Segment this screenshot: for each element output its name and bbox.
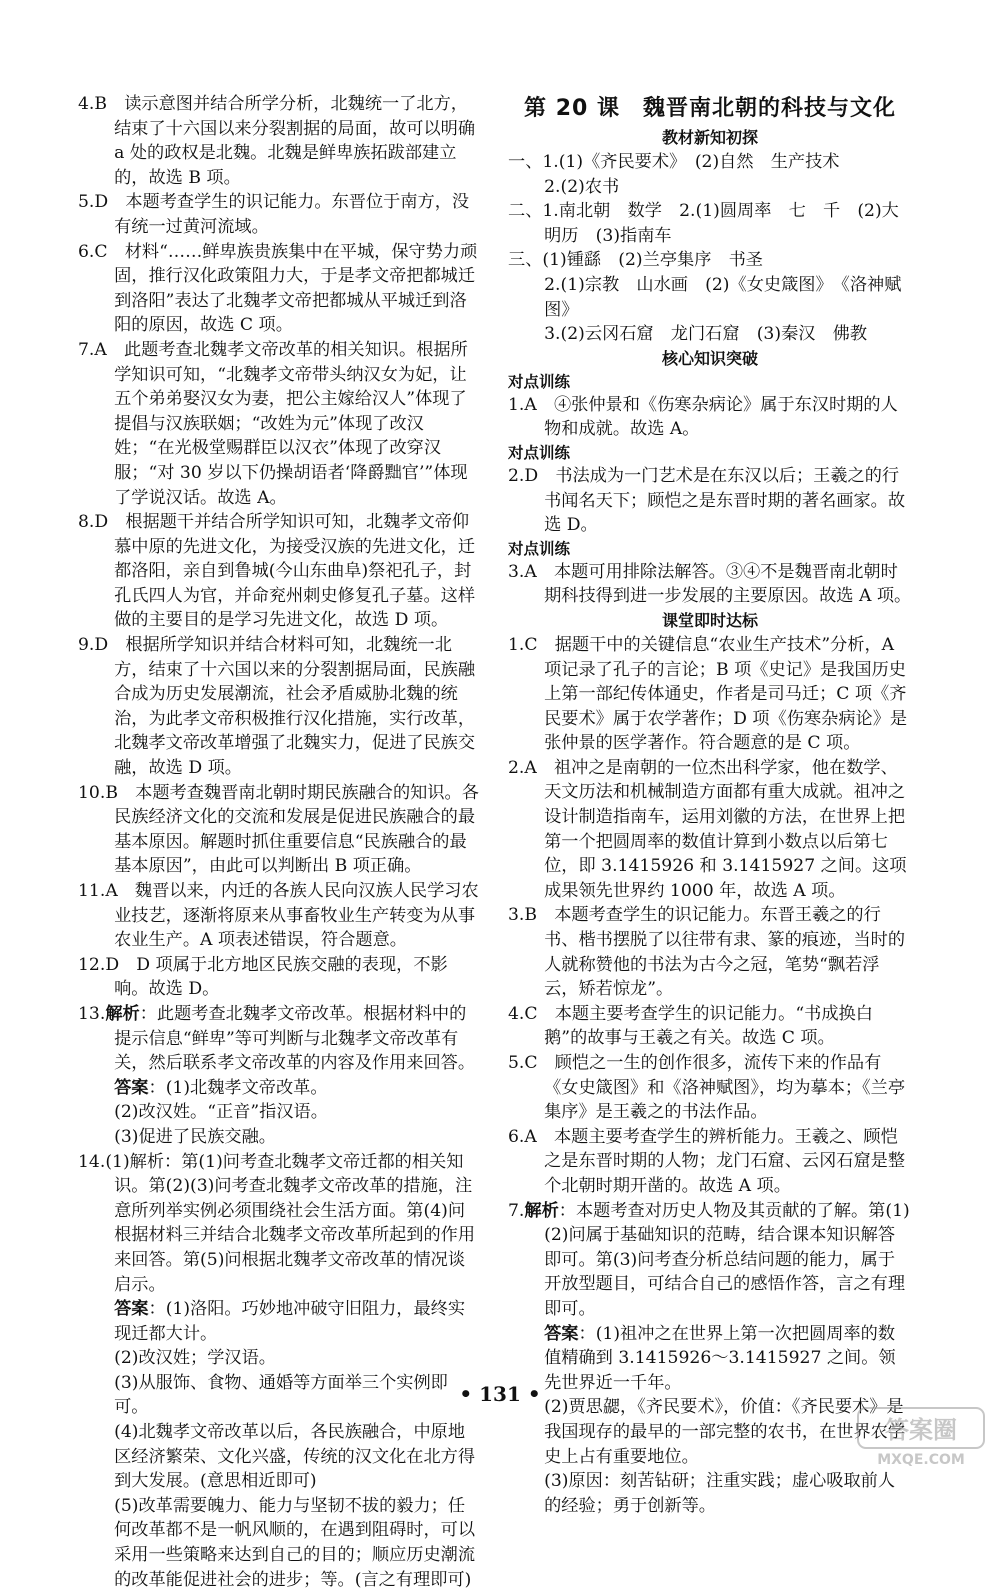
answer-label: 答案: [114, 1299, 149, 1320]
answer-line: (3)原因：刻苦钻研；注重实践；虚心吸取前人的经验；勇于创新等。: [544, 1471, 896, 1516]
answer-line: 3.(2)云冈石窟 龙门石窟 (3)秦汉 佛教: [544, 324, 868, 345]
page-number: • 131 •: [459, 1382, 541, 1406]
answer-item: 3.A 本题可用排除法解答。③④不是魏晋南北朝时期科技得到进一步发展的主要原因。故选 A 项。: [508, 561, 912, 607]
answer-item: 1.A ④张仲景和《伤寒杂病论》属于东汉时期的人物和成就。故选 A。: [508, 394, 898, 440]
answer-item: 6.A 本题主要考查学生的辨析能力。王羲之、顾恺之是东晋时期的人物；龙门石窟、云冈石窟是整个北朝时期开凿的。故选 A 项。: [508, 1126, 906, 1196]
answer-label: 答案: [114, 1077, 149, 1098]
answer-line: 2.(2)农书: [544, 176, 620, 197]
answer-line: (4)北魏孝文帝改革以后，各民族融合，中原地区经济繁荣、文化兴盛，传统的汉文化在北方得到大发展。(意思相近即可): [114, 1422, 476, 1492]
answer-item: 12.D D 项属于北方地区民族交融的表现，不影响。故选 D。: [78, 954, 448, 1000]
right-column: [508, 92, 912, 1518]
watermark-top-text: 答案圈: [885, 1416, 957, 1444]
item-number: 13.: [78, 1003, 106, 1024]
left-column: [78, 92, 482, 1592]
analysis-label: 解析: [105, 1003, 140, 1024]
watermark-bottom-text: MXQE.COM: [877, 1452, 965, 1468]
analysis-item: [508, 1199, 912, 1322]
answer-text: ：(1)祖冲之在世界上第一次把圆周率的数值精确到 3.1415926～3.1415927 之间。领先世界近一千年。: [544, 1323, 896, 1393]
answer-item: 1.C 据题干中的关键信息“农业生产技术”分析，A 项记录了孔子的言论；B 项《史记》是我国历史上第一部纪传体通史，作者是司马迁；C 项《齐民要术》属于农学著作；D 项《伤寒杂病论》是张仲景的医学著作。符合题意的是 C 项。: [508, 634, 908, 754]
answer-text: ：(1)北魏孝文帝改革。: [148, 1077, 328, 1098]
analysis-text: ：本题考查对历史人物及其贡献的了解。第(1)(2)问属于基础知识的范畴，结合课本知识解答即可。第(3)问考查分析总结问题的能力，属于开放型题目，可结合自己的感悟作答，言之有理即可。: [544, 1200, 910, 1319]
answer-line: (2)贾思勰，《齐民要术》，价值：《齐民要术》是我国现存的最早的一部完整的农书，在世界农学史上占有重要地位。: [544, 1397, 906, 1467]
answer-item: 6.C 材料“……鲜卑族贵族集中在平城，保守势力顽固，推行汉化政策阻力大，于是孝文帝把都城迁到洛阳”表达了北魏孝文帝把都城从平城迁到洛阳的原因，故选 C 项。: [78, 241, 478, 336]
answer-item: 二、1.南北朝 数学 2.(1)圆周率 七 千 (2)大明历 (3)指南车: [508, 201, 899, 246]
answer-line: (2)改汉姓。“正音”指汉语。: [114, 1102, 328, 1123]
answer-item: 4.B 读示意图并结合所学分析，北魏统一了北方，结束了十六国以来分裂割据的局面，故可以明确 a 处的政权是北魏。北魏是鲜卑族拓跋部建立的，故选 B 项。: [78, 94, 476, 188]
answer-item: 5.D 本题考查学生的识记能力。东晋位于南方，没有统一过黄河流域。: [78, 192, 470, 237]
item-number: 7.: [508, 1200, 525, 1221]
answer-item: 3.B 本题考查学生的识记能力。东晋王羲之的行书、楷书摆脱了以往带有隶、篆的痕迹，当时的人就称赞他的书法为古今之冠，笔势“飘若浮云，矫若惊龙”。: [508, 905, 906, 1000]
analysis-item: [78, 1002, 482, 1076]
answer-item: 2.A 祖冲之是南朝的一位杰出科学家，他在数学、天文历法和机械制造方面都有重大成就。祖冲之设计制造指南车，运用刘徽的方法，在世界上把第一个把圆周率的数值计算到小数点以后第七位，即 3.1415926 和 3.1415927 之间。这项成果领先世界约 1000 年，故选 A 项。: [508, 757, 907, 901]
section-title: 课堂即时达标: [661, 610, 758, 630]
answer-item: 4.C 本题主要考查学生的识记能力。“书成换白鹅”的故事与王羲之有关。故选 C 项。: [508, 1003, 873, 1049]
answer-text: ：(1)洛阳。巧妙地冲破守旧阻力，最终实现迁都大计。: [114, 1299, 466, 1344]
answer-block: [78, 1076, 482, 1101]
analysis-text: ：此题考查北魏孝文帝改革。根据材料中的提示信息“鲜卑”等可判断与北魏孝文帝改革有关，然后联系孝文帝改革的内容及作用来回答。: [114, 1003, 476, 1074]
answer-item: 一、1.(1)《齐民要术》 (2)自然 生产技术: [508, 152, 840, 172]
answer-item: 2.D 书法成为一门艺术是在东汉以后；王羲之的行书闻名天下；顾恺之是东晋时期的著名画家。故选 D。: [508, 465, 906, 536]
analysis-label: 解析: [524, 1200, 559, 1221]
section-title: 教材新知初探: [661, 128, 758, 147]
answer-line: (2)改汉姓；学汉语。: [114, 1348, 276, 1369]
answer-line: (3)促进了民族交融。: [114, 1126, 276, 1147]
answer-item: 7.A 此题考查北魏孝文帝改革的相关知识。根据所学知识可知，“北魏孝文帝带头纳汉女为妃，让五个弟弟娶汉女为妻，把公主嫁给汉人”体现了提倡与汉族联姻；“改姓为元”体现了改汉姓；“在光极堂赐群臣以汉衣”体现了改穿汉服；“对 30 岁以下仍操胡语者‘降爵黜官’”体现了学说汉话。故选 A。: [78, 339, 468, 508]
answer-line: (5)改革需要魄力、能力与坚韧不拔的毅力；任何改革都不是一帆风顺的，在遇到阻碍时，可以采用一些策略来达到自己的目的；顺应历史潮流的改革能促进社会的进步；等。(言之有理即可): [114, 1495, 476, 1590]
section-title: 核心知识突破: [661, 348, 758, 368]
answer-item: 11.A 魏晋以来，内迁的各族人民向汉族人民学习农业技艺，逐渐将原来从事畜牧业生产转变为从事农业生产。A 项表述错误，符合题意。: [78, 881, 479, 951]
answer-item: 5.C 顾恺之一生的创作很多，流传下来的作品有《女史箴图》和《洛神赋图》，均为摹本；《兰亭集序》是王羲之的书法作品。: [508, 1053, 906, 1123]
answer-label: 答案: [544, 1323, 579, 1344]
practice-subtitle: 对点训练: [508, 539, 571, 558]
answer-block: [78, 1297, 482, 1346]
answer-item: 14.(1)解析：第(1)问考查北魏孝文帝迁都的相关知识。第(2)(3)问考查北魏孝文帝改革的措施，注意所列举实例必须围绕社会生活方面。第(4)问根据材料三并结合北魏孝文帝改革所起到的作用来回答。第(5)问根据北魏孝文帝改革的情况谈启示。: [78, 1151, 476, 1295]
watermark-logo: [856, 1406, 986, 1468]
practice-subtitle: 对点训练: [508, 443, 571, 462]
lesson-title: 第 20 课 魏晋南北朝的科技与文化: [524, 96, 896, 121]
answer-item: 三、(1)锺繇 (2)兰亭集序 书圣: [508, 250, 763, 271]
practice-subtitle: 对点训练: [508, 372, 571, 391]
answer-line: 2.(1)宗教 山水画 (2)《女史箴图》 《洛神赋图》: [544, 274, 902, 320]
answer-item: 10.B 本题考查魏晋南北朝时期民族融合的知识。各民族经济文化的交流和发展是促进民族融合的最基本原因。解题时抓住重要信息“民族融合的最基本原因”，由此可以判断出 B 项正确。: [78, 782, 479, 877]
answer-item: 8.D 根据题干并结合所学知识可知，北魏孝文帝仰慕中原的先进文化，为接受汉族的先进文化，迁都洛阳，亲自到鲁城(今山东曲阜)祭祀孔子，封孔氏四人为官，并命兖州刺史修复孔子墓。这样做的主要目的是学习先进文化，故选 D 项。: [78, 512, 476, 631]
answer-line: (3)从服饰、食物、通婚等方面举三个实例即可。: [114, 1372, 448, 1418]
answer-item: 9.D 根据所学知识并结合材料可知，北魏统一北方，结束了十六国以来的分裂割据局面，民族融合成为历史发展潮流，社会矛盾威胁北魏的统治，为此孝文帝积极推行汉化措施，实行改革，北魏孝文帝改革增强了北魏实力，促进了民族交融，故选 D 项。: [78, 635, 476, 779]
